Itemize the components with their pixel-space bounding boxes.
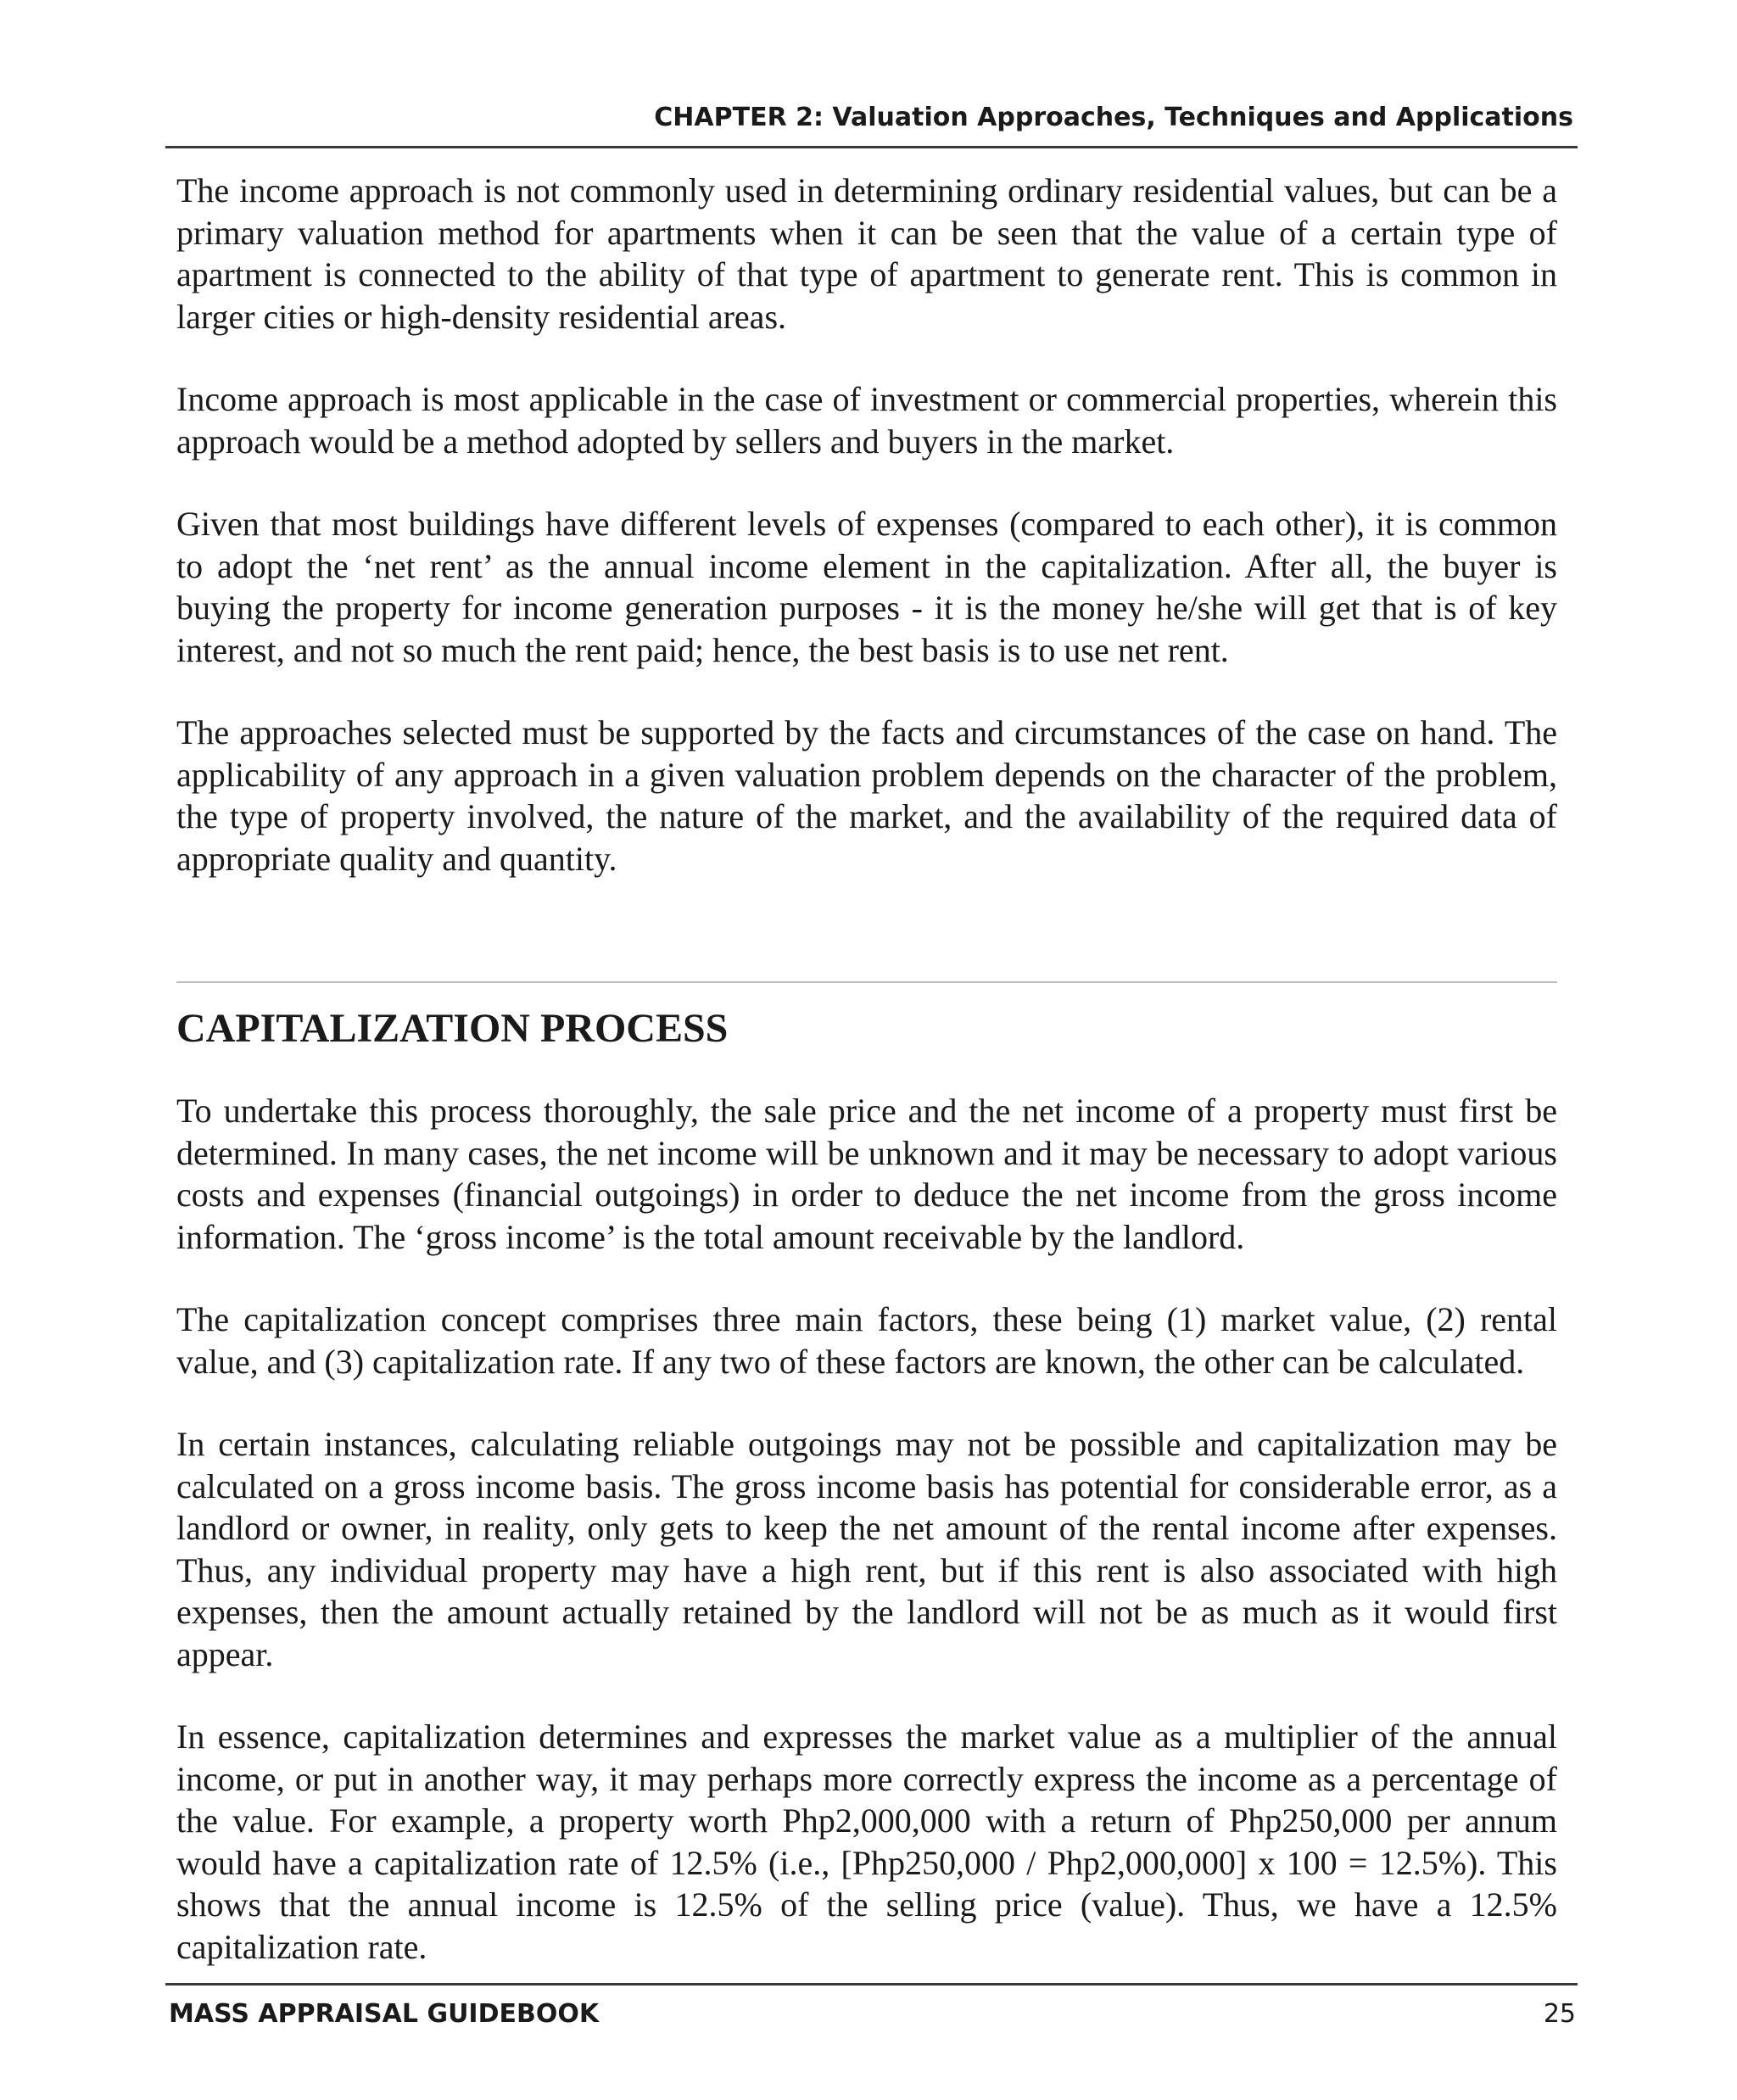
body-paragraph-2: Income approach is most applicable in the case of investment or commercial properties, wherein this approach would be a method adopted by sellers and buyers in the market.: [176, 380, 1557, 461]
section-title: CAPITALIZATION PROCESS: [176, 1006, 729, 1051]
running-head: CHAPTER 2: Valuation Approaches, Techniques and Applications: [654, 103, 1573, 132]
section-paragraph-1: To undertake this process thoroughly, the sale price and the net income of a property must first be determined. In many cases, the net income will be unknown and it may be necessary to adopt various costs and expenses (financial outgoings) in order to deduce the net income from the gross income information. The ‘gross income’ is the total amount receivable by the landlord.: [176, 1092, 1557, 1256]
section-paragraph-2: The capitalization concept comprises three main factors, these being (1) market value, (2) rental value, and (3) capitalization rate. If any two of these factors are known, the other can be calculated.: [176, 1300, 1557, 1381]
header-rule: [165, 146, 1578, 148]
footer-book-title: MASS APPRAISAL GUIDEBOOK: [169, 1999, 600, 2029]
footer-rule: [165, 1983, 1578, 1986]
page-number: 25: [1543, 1999, 1576, 2029]
body-paragraph-3: Given that most buildings have different levels of expenses (compared to each other), it is common to adopt the ‘net rent’ as the annual income element in the capitalization. After all, the buyer is buying the property for income generation purposes - it is the money he/she will get that is of key interest, and not so much the rent paid; hence, the best basis is to use net rent.: [176, 505, 1557, 669]
section-paragraph-4: In essence, capitalization determines and expresses the market value as a multiplier of the annual income, or put in another way, it may perhaps more correctly express the income as a percentage of the value. For example, a property worth Php2,000,000 with a return of Php250,000 per annum would have a capitalization rate of 12.5% (i.e., [Php250,000 / Php2,000,000] x 100 = 12.5%). This shows that the annual income is 12.5% of the selling price (value). Thus, we have a 12.5% capitalization rate.: [176, 1717, 1557, 1966]
page-content: [176, 170, 1557, 1968]
body-paragraph-1: The income approach is not commonly used in determining ordinary residential values, but can be a primary valuation method for apartments when it can be seen that the value of a certain type of apartment is connected to the ability of that type of apartment to generate rent. This is common in larger cities or high-density residential areas.: [176, 171, 1557, 336]
section-paragraph-3: In certain instances, calculating reliable outgoings may not be possible and capitalization may be calculated on a gross income basis. The gross income basis has potential for considerable error, as a landlord or owner, in reality, only gets to keep the net amount of the rental income after expenses. Thus, any individual property may have a high rent, but if this rent is also associated with high expenses, then the amount actually retained by the landlord will not be as much as it would first appear.: [176, 1425, 1557, 1673]
section-divider: [176, 981, 1557, 983]
body-paragraph-4: The approaches selected must be supported by the facts and circumstances of the case on hand. The applicability of any approach in a given valuation problem depends on the character of the problem, the type of property involved, the nature of the market, and the availability of the required data of appropriate quality and quantity.: [176, 713, 1557, 878]
